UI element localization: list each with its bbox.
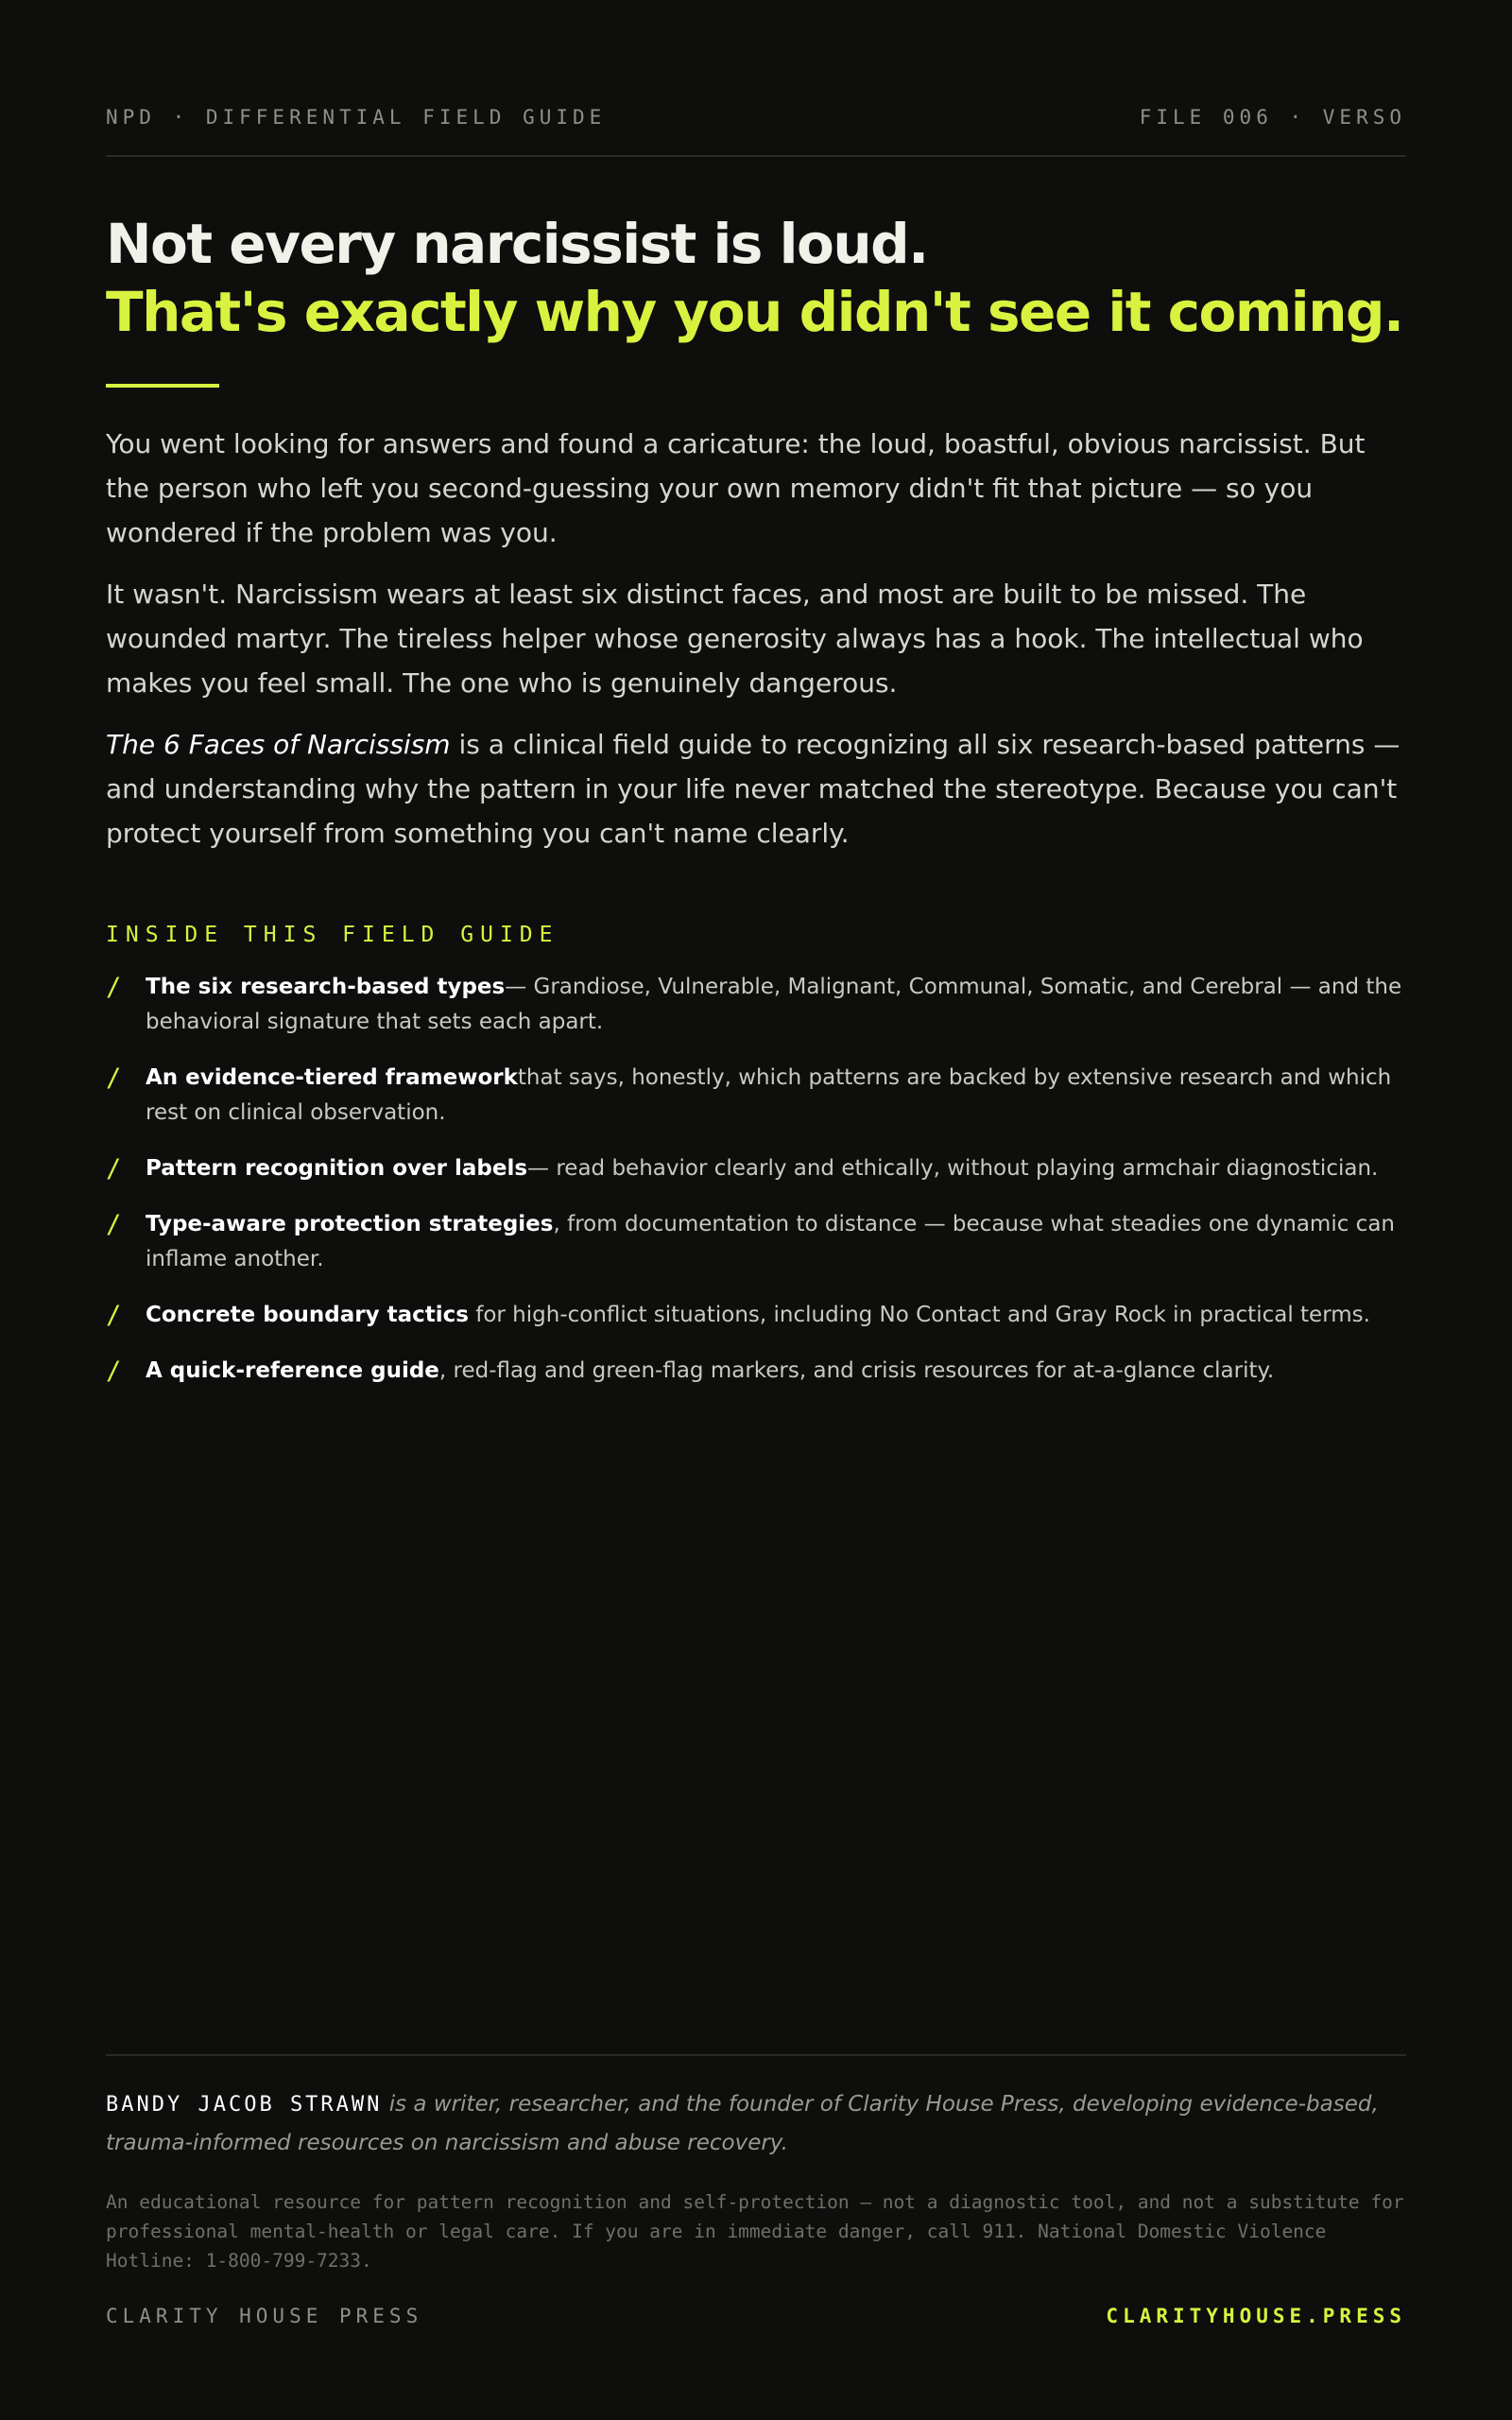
feature-title: Pattern recognition over labels [146, 1156, 528, 1181]
feature-text: — Grandiose, Vulnerable, Malignant, Communal, Somatic, and Cerebral — and the behavioral signature that sets each apart. [146, 975, 1402, 1034]
feature-title: The six research-based types [146, 975, 506, 999]
book-title: The 6 Faces of Narcissism [106, 729, 451, 760]
intro-copy [106, 422, 1406, 873]
feature-text: for high-conflict situations, including No Contact and Gray Rock in practical terms. [468, 1303, 1370, 1327]
feature-item [106, 1298, 1406, 1333]
publisher-url[interactable]: CLARITYHOUSE.PRESS [1106, 2305, 1406, 2327]
feature-list [106, 970, 1406, 1409]
slash-bullet-icon: / [106, 973, 122, 1002]
feature-title: Type-aware protection strategies [146, 1212, 554, 1236]
bottom-divider [106, 2054, 1406, 2056]
feature-item [106, 1207, 1406, 1277]
intro-paragraph-1: You went looking for answers and found a caricature: the loud, boastful, obvious narcissist. But the person who left you second-guessing your own memory didn't fit that picture — so you wondered if the problem was you. [106, 428, 1366, 548]
headline [106, 210, 1406, 346]
footer [106, 2305, 1406, 2327]
slash-bullet-icon: / [106, 1063, 122, 1093]
slash-bullet-icon: / [106, 1154, 122, 1184]
accent-divider [106, 384, 219, 388]
series-label: NPD · DIFFERENTIAL FIELD GUIDE [106, 106, 607, 129]
feature-text: , from documentation to distance — because what steadies one dynamic can inflame another. [146, 1212, 1395, 1271]
slash-bullet-icon: / [106, 1357, 122, 1386]
feature-item [106, 1354, 1406, 1389]
slash-bullet-icon: / [106, 1301, 122, 1330]
headline-line-1: Not every narcissist is loud. [106, 212, 928, 276]
feature-title: An evidence-tiered framework [146, 1065, 518, 1090]
intro-paragraph-3 [106, 722, 1406, 856]
file-label: FILE 006 · VERSO [1139, 106, 1406, 129]
disclaimer: An educational resource for pattern recognition and self-protection — not a diagnostic tool, and not a substitute for professional mental-health or legal care. If you are in immediate danger, call 911. National Domestic Violence Hotline: 1-800-799-7233. [106, 2191, 1404, 2272]
top-bar [106, 106, 1406, 129]
intro-paragraph-3-text: is a clinical field guide to recognizing all six research-based patterns — and understanding why the pattern in your life never matched the stereotype. Because you can't protect yourself from something you can't name clearly. [106, 729, 1400, 849]
feature-title: Concrete boundary tactics [146, 1303, 469, 1327]
feature-title: A quick-reference guide [146, 1358, 439, 1383]
back-cover [106, 0, 1406, 2420]
feature-item [106, 1061, 1406, 1131]
top-divider [106, 155, 1406, 157]
author-bio-text: is a writer, researcher, and the founder of Clarity House Press, developing evidence-based, trauma-informed resources on narcissism and abuse recovery. [106, 2092, 1379, 2155]
feature-item [106, 970, 1406, 1040]
publisher-name: CLARITY HOUSE PRESS [106, 2305, 423, 2327]
intro-paragraph-2: It wasn't. Narcissism wears at least six distinct faces, and most are built to be missed. The wounded martyr. The tireless helper whose generosity always has a hook. The intellectual who makes you feel small. The one who is genuinely dangerous. [106, 579, 1364, 699]
feature-text: — read behavior clearly and ethically, without playing armchair diagnostician. [527, 1156, 1379, 1181]
author-bio [106, 2085, 1406, 2162]
headline-line-2: That's exactly why you didn't see it coming. [106, 280, 1403, 344]
feature-text: , red-flag and green-flag markers, and crisis resources for at-a-glance clarity. [438, 1358, 1275, 1383]
slash-bullet-icon: / [106, 1210, 122, 1239]
feature-text: that says, honestly, which patterns are backed by extensive research and which rest on clinical observation. [146, 1065, 1392, 1125]
author-name: BANDY JACOB STRAWN [106, 2093, 383, 2117]
section-label: INSIDE THIS FIELD GUIDE [106, 923, 559, 947]
feature-item [106, 1151, 1406, 1186]
